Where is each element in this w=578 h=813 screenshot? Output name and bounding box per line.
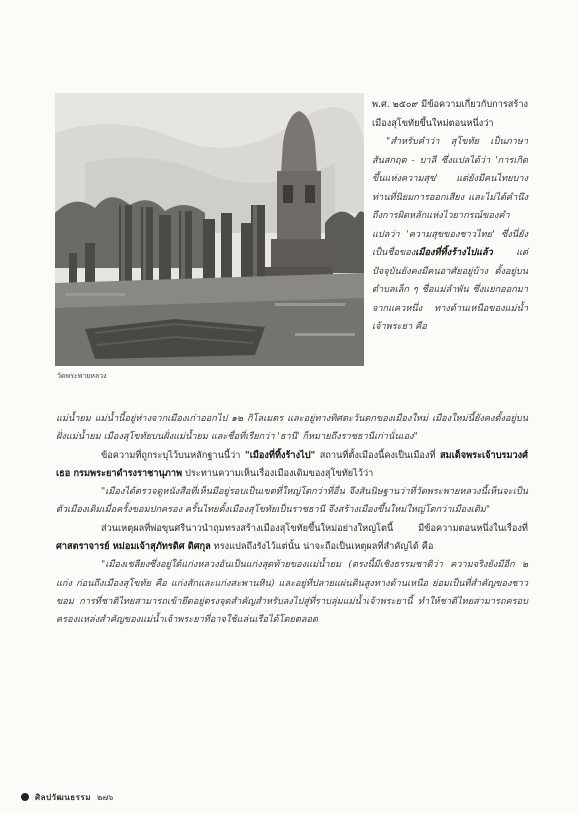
- bold-prince-damrong: สมเด็จพระเจ้าบรมวงศ์เธอ กรมพระยาดำรงราชานุภาพ: [56, 449, 528, 479]
- quote-text: "สำหรับคำว่า สุโขทัย เป็นภาษาสันสกฤต - บาลี ซึ่งแปลได้ว่า 'การเกิดขึ้นแห่งความสุข' แต่ยังมีคนไทยบางท่านที่นิยมการออกเสียง และไม่ได้คำนึงถึงการผิดหลักแห่งไวยากรณ์ของคำ แปลว่า 'ความสุขของชาวไทย' ซึ่งนี่ยังเป็นชื่อของ: [372, 136, 528, 258]
- paragraph-intro: พ.ศ. ๒๕๐๙ มีข้อความเกี่ยวกับการสร้างเมืองสุโขทัยขึ้นใหม่ตอนหนึ่งว่า: [372, 99, 528, 129]
- bold-abandoned-city-2: "เมืองที่ทิ้งร้างไป": [244, 449, 316, 461]
- quote-sukhothai-meaning: [372, 133, 528, 337]
- quote-tail: แต่ปัจจุบันยังคงมีคนอาศัยอยู่บ้าง ตั้งอยู่บนตำบลเล็ก ๆ ชื่อแม่ลำพัน ซึ่งแยกออกมาจากแควหนึ่ง ทางด้านเหนือของแม่น้ำเจ้าพระยา คือ: [372, 247, 528, 332]
- text-span: ทรงแปลถึงรังไว้แต่นั้น น่าจะถือเป็นเหตุผลที่สำคัญได้ คือ: [210, 541, 434, 553]
- right-text-column: [372, 96, 528, 337]
- magazine-brand: ศิลปวัฒนธรรม: [35, 792, 91, 802]
- bold-abandoned-city: เมืองที่ทิ้งร้างไปแล้ว: [415, 247, 493, 258]
- magazine-logo-icon: [21, 793, 29, 801]
- temple-ruins-image: [55, 93, 364, 366]
- quote-continuation: แม่น้ำยม แม่น้ำนี้อยู่ห่างจากเมืองเก่าออกไป ๑๒ กิโลเมตร และอยู่ทางทิศตะวันตกของเมืองใหม่ เมืองใหม่นี้ยังคงตั้งอยู่บนฝั่งแม่น้ำยม เมืองสุโขทัยบนฝั่งแม่น้ำยม และชื่อที่เรียกว่า 'ธานี' ก็หมายถึงราชธานีเก่านั่นเอง": [56, 413, 528, 443]
- paragraph-reason: [56, 520, 528, 557]
- text-span: ประทานความเห็นเรื่องเมืองเดิมของสุโขทัยไว้ว่า: [182, 467, 374, 479]
- bold-professor-name: ศาสตราจารย์ หม่อมเจ้าสุภัทรดิศ ดิศกุล: [56, 541, 211, 553]
- page-footer: [21, 790, 113, 804]
- photo-caption: วัดพระพายหลวง: [57, 372, 107, 380]
- temple-photo: [55, 93, 364, 366]
- quote-prince-damrong: "เมืองได้ตรวจดูหนังสือที่เห็นมีอยู่รอบเป็นเขตที่ใหญ่โตกว่าที่อื่น จึงสันนิษฐานว่าที่วัดพระพายหลวงนี้เห็นจะเป็นตัวเมืองเดิมเมื่อครั้งขอมปกครอง ครั้นไทยตั้งเมืองสุโขทัยเป็นราชธานี จึงสร้างเมืองขึ้นใหม่ใหญ่โตกว่าเมืองเดิม": [56, 486, 528, 516]
- text-span: ข้อความที่ถูกระบุไว้บนหลักฐานนี้ว่า: [101, 449, 245, 461]
- quote-chaliang: "เมืองเชลียงซึ่งอยู่ใต้แก่งหลวงอันเป็นแก่งสุดท้ายของแม่น้ำยม (ตรงนี้มีเชิงธรรมชาติว่า ความจริงยังมีอีก ๒ แก่ง ก่อนถึงเมืองสุโขทัย คือ แก่งสักและแก่งสะพานหิน) และอยู่ที่ปลายแผ่นดินสูงทางด้านเหนือ ย่อมเป็นที่สำคัญของชาวขอม การที่ชาติไทยสามารถเข้ายึดอยู่ตรงจุดสำคัญสำหรับลงไปสู่ที่ราบลุ่มแม่น้ำเจ้าพระยานี้ ทำให้ชาติไทยสามารถครอบครองแหล่งสำคัญของแม่น้ำเจ้าพระยาที่อาจใช้แล่นเรือได้โดยตลอด: [56, 559, 528, 626]
- text-span: สถานที่ตั้งเมืองนี้คงเป็นเมืองที่: [315, 449, 440, 461]
- paragraph-evidence: [56, 447, 528, 484]
- page-number: ๒๗๖: [97, 792, 114, 802]
- body-text: [56, 410, 528, 630]
- text-span: ส่วนเหตุผลที่พ่อขุนศรีนาวนำถุมทรงสร้างเมืองสุโขทัยขึ้นใหม่อย่างใหญ่โตนี้ มีข้อความตอนหนึ่งในเรื่องที่: [101, 522, 528, 534]
